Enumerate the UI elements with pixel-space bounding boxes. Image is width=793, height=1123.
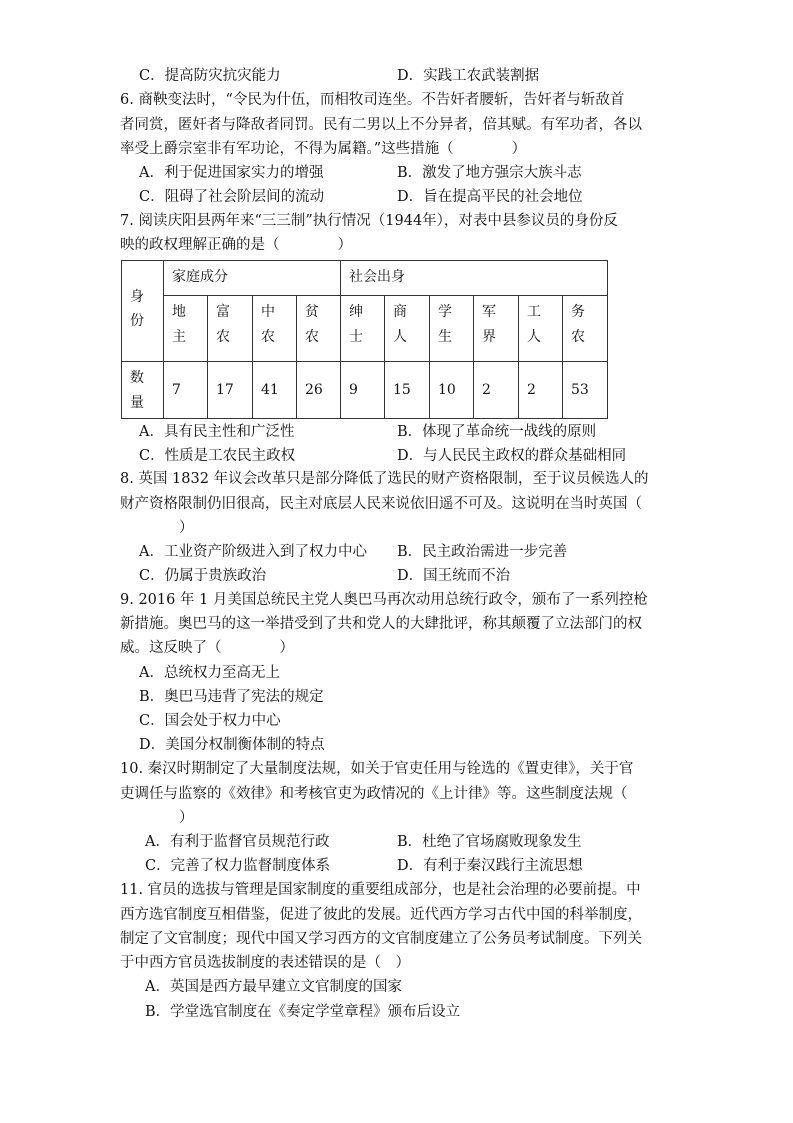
q5-option-c: C．提高防灾抗灾能力 <box>139 68 281 84</box>
q10-stem-line: 10. 秦汉时期制定了大量制度法规，如关于官吏任用与铨选的《置吏律》，关于官 <box>120 761 634 777</box>
table-value: 41 <box>261 382 279 398</box>
table-value: 7 <box>172 382 181 398</box>
q8-option-c: C．仍属于贵族政治 <box>139 568 267 584</box>
q6-option-d: D．旨在提高平民的社会地位 <box>397 189 583 205</box>
q8-stem-line: 财产资格限制仍旧很高，民主对底层人民来说依旧遥不可及。这说明在当时英国（ <box>120 496 642 512</box>
q9-stem-line: 9. 2016 年 1 月美国总统民主党人奥巴马再次动用总统行政令，颁布了一系列控枪 <box>120 592 648 608</box>
q9-option-d: D．美国分权制衡体制的特点 <box>139 737 325 753</box>
table-value: 2 <box>482 382 491 398</box>
q10-stem-line: ） <box>150 810 194 826</box>
q8-stem-line: 8. 英国 1832 年议会改革只是部分降低了选民的财产资格限制，至于议员候选人的 <box>120 471 649 487</box>
column-header: 贫 农 <box>305 304 319 346</box>
q11-stem-line: 于中西方官员选拔制度的表述错误的是（ ） <box>120 955 410 971</box>
q6-option-c: C．阻碍了社会阶层间的流动 <box>139 189 325 205</box>
q7-stem-line: 映的政权理解正确的是（ ） <box>120 237 352 253</box>
q5-option-d: D．实践工农武装割据 <box>397 68 540 84</box>
q7-option-a: A．具有民主性和广泛性 <box>139 424 295 440</box>
q8-stem-line: ） <box>150 520 194 536</box>
q11-option-a: A．英国是西方最早建立文官制度的国家 <box>145 979 402 995</box>
q7-option-d: D．与人民民主政权的群众基础相同 <box>397 448 627 464</box>
q10-option-c: C．完善了权力监督制度体系 <box>145 858 331 874</box>
q6-stem-line: 6. 商鞅变法时，“令民为什伍，而相牧司连坐。不告奸者腰斩，告奸者与斩敌首 <box>120 92 625 108</box>
q11-stem-line: 西方选官制度互相借鉴，促进了彼此的发展。近代西方学习古代中国的科举制度， <box>120 907 642 923</box>
q10-stem-line: 吏调任与监察的《效律》和考核官吏为政情况的《上计律》等。这些制度法规（ <box>120 786 628 802</box>
q6-option-b: B．激发了地方强宗大族斗志 <box>397 165 582 181</box>
group-family-header: 家庭成分 <box>172 269 228 285</box>
q7-stem-line: 7. 阅读庆阳县两年来“三三制”执行情况（1944年），对表中县参议员的身份反 <box>120 213 618 229</box>
q7-option-c: C．性质是工农民主政权 <box>139 448 296 464</box>
q11-stem-line: 11. 官员的选拔与管理是国家制度的重要组成部分，也是社会治理的必要前提。中 <box>120 882 641 898</box>
q10-option-d: D．有利于秦汉践行主流思想 <box>397 858 583 874</box>
identity-label: 身 份 <box>130 289 144 329</box>
q7-option-b: B．体现了革命统一战线的原则 <box>397 424 597 440</box>
q6-stem-line: 者同赏，匿奸者与降敌者同罚。民有二男以上不分异者，倍其赋。有军功者，各以 <box>120 117 642 133</box>
column-header: 商 人 <box>393 304 407 346</box>
table-value: 9 <box>349 382 358 398</box>
q9-stem-line: 威。这反映了（ ） <box>120 640 294 656</box>
q8-option-b: B．民主政治需进一步完善 <box>397 544 568 560</box>
q10-option-a: A．有利于监督官员规范行政 <box>145 834 330 850</box>
column-header: 务 农 <box>571 304 585 346</box>
table-value: 10 <box>438 382 456 398</box>
q7-table <box>121 260 608 419</box>
column-header: 学 生 <box>438 304 452 346</box>
q11-stem-line: 制定了文官制度；现代中国又学习西方的文官制度建立了公务员考试制度。下列关 <box>120 931 642 947</box>
column-header: 工 人 <box>527 304 541 346</box>
q9-option-b: B．奥巴马违背了宪法的规定 <box>139 689 324 705</box>
q11-option-b: B．学堂选官制度在《奏定学堂章程》颁布后设立 <box>145 1004 461 1020</box>
q6-stem-line: 率受上爵宗室非有军功论，不得为属籍。”这些措施（ ） <box>120 141 527 157</box>
q8-option-a: A．工业资产阶级进入到了权力中心 <box>139 544 367 560</box>
table-value: 2 <box>527 382 536 398</box>
column-header: 军 界 <box>482 304 496 346</box>
column-header: 绅 士 <box>349 304 363 346</box>
table-value: 15 <box>393 382 411 398</box>
table-value: 17 <box>216 382 234 398</box>
column-header: 地 主 <box>172 304 186 346</box>
group-social-header: 社会出身 <box>349 269 405 285</box>
q9-option-c: C．国会处于权力中心 <box>139 713 281 729</box>
q9-stem-line: 新措施。奥巴马的这一举措受到了共和党人的大肆批评，称其颠覆了立法部门的权 <box>120 616 642 632</box>
table-value: 26 <box>305 382 323 398</box>
column-header: 中 农 <box>261 304 275 346</box>
table-value: 53 <box>571 382 589 398</box>
column-header: 富 农 <box>216 304 230 346</box>
q9-option-a: A．总统权力至高无上 <box>139 665 280 681</box>
q10-option-b: B．杜绝了官场腐败现象发生 <box>397 834 582 850</box>
quantity-label: 数 量 <box>130 370 144 411</box>
q8-option-d: D．国王统而不治 <box>397 568 511 584</box>
q6-option-a: A．利于促进国家实力的增强 <box>139 165 324 181</box>
